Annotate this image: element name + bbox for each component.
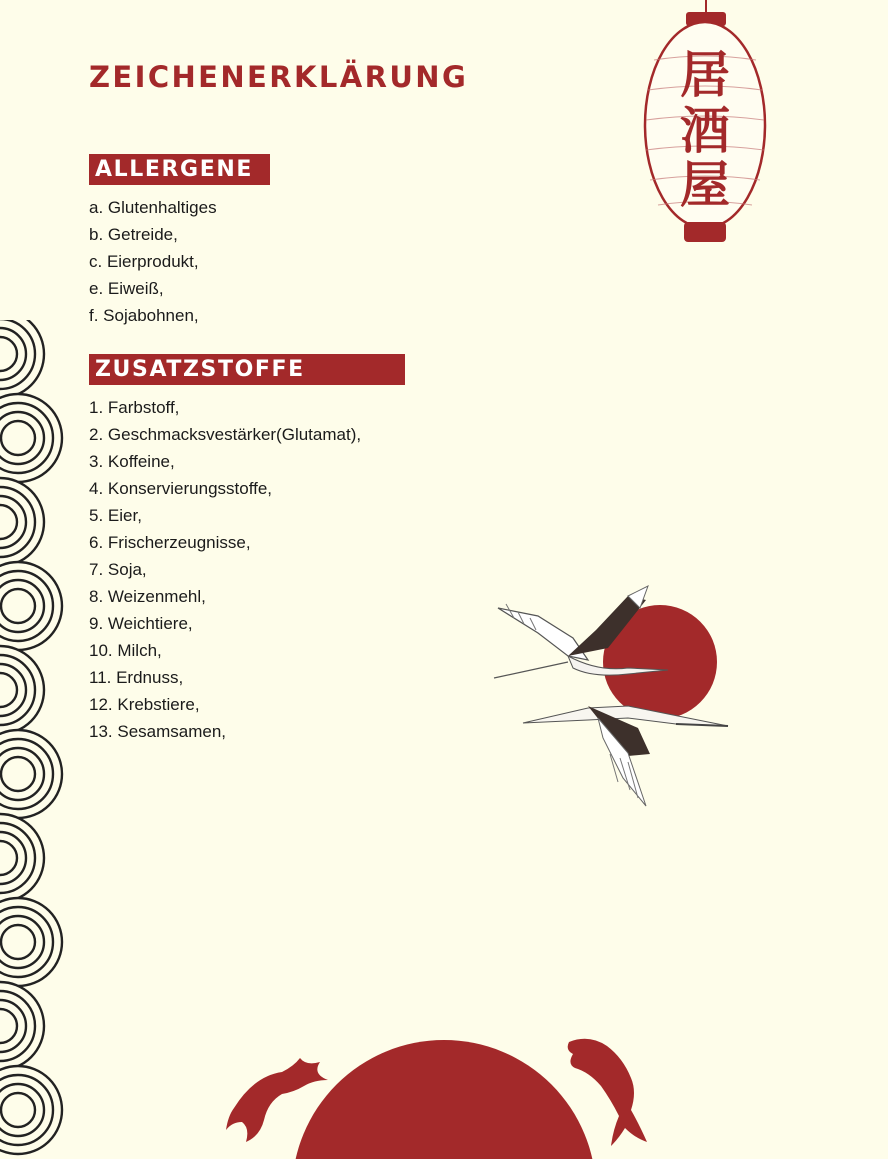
list-item: 10. Milch, [89,641,162,660]
list-item: 3. Koffeine, [89,452,175,471]
wave-arc [0,320,44,398]
list-item: 1. Farbstoff, [89,398,180,417]
allergene-heading: ALLERGENE [89,154,270,185]
koi-fish-icon [224,1036,334,1146]
koi-fish-icon [565,1034,655,1149]
list-item: 4. Konservierungsstoffe, [89,479,273,498]
lantern-char-2: 酒 [680,102,730,160]
lantern-char-3: 屋 [680,156,730,214]
crane-lower [523,706,728,806]
list-item: a. Glutenhaltiges [89,198,217,217]
list-item: 13. Sesamsamen, [89,722,227,741]
list-item: 2. Geschmacksvestärker(Glutamat), [89,425,362,444]
list-item: c. Eierprodukt, [89,252,199,271]
wave-arc [0,814,44,902]
zusatzstoffe-heading: ZUSATZSTOFFE [89,354,405,385]
list-item: f. Sojabohnen, [89,306,199,325]
red-sun [292,1040,596,1159]
list-item: 7. Soja, [89,560,147,579]
cranes-illustration [478,578,738,810]
list-item: b. Getreide, [89,225,178,244]
list-item: 12. Krebstiere, [89,695,200,714]
list-item: 9. Weichtiere, [89,614,193,633]
wave-arc [0,478,44,566]
wave-pattern [0,320,70,1159]
list-item: 8. Weizenmehl, [89,587,206,606]
allergene-list [89,194,217,329]
lantern-icon [640,0,770,250]
page-title: ZEICHENERKLÄRUNG [89,60,469,94]
zusatzstoffe-list [89,394,361,745]
list-item: e. Eiweiß, [89,279,164,298]
wave-arc [0,982,44,1070]
lantern-char-1: 居 [680,46,730,104]
wave-arc [0,646,44,734]
list-item: 11. Erdnuss, [89,668,184,687]
list-item: 6. Frischerzeugnisse, [89,533,251,552]
list-item: 5. Eier, [89,506,142,525]
